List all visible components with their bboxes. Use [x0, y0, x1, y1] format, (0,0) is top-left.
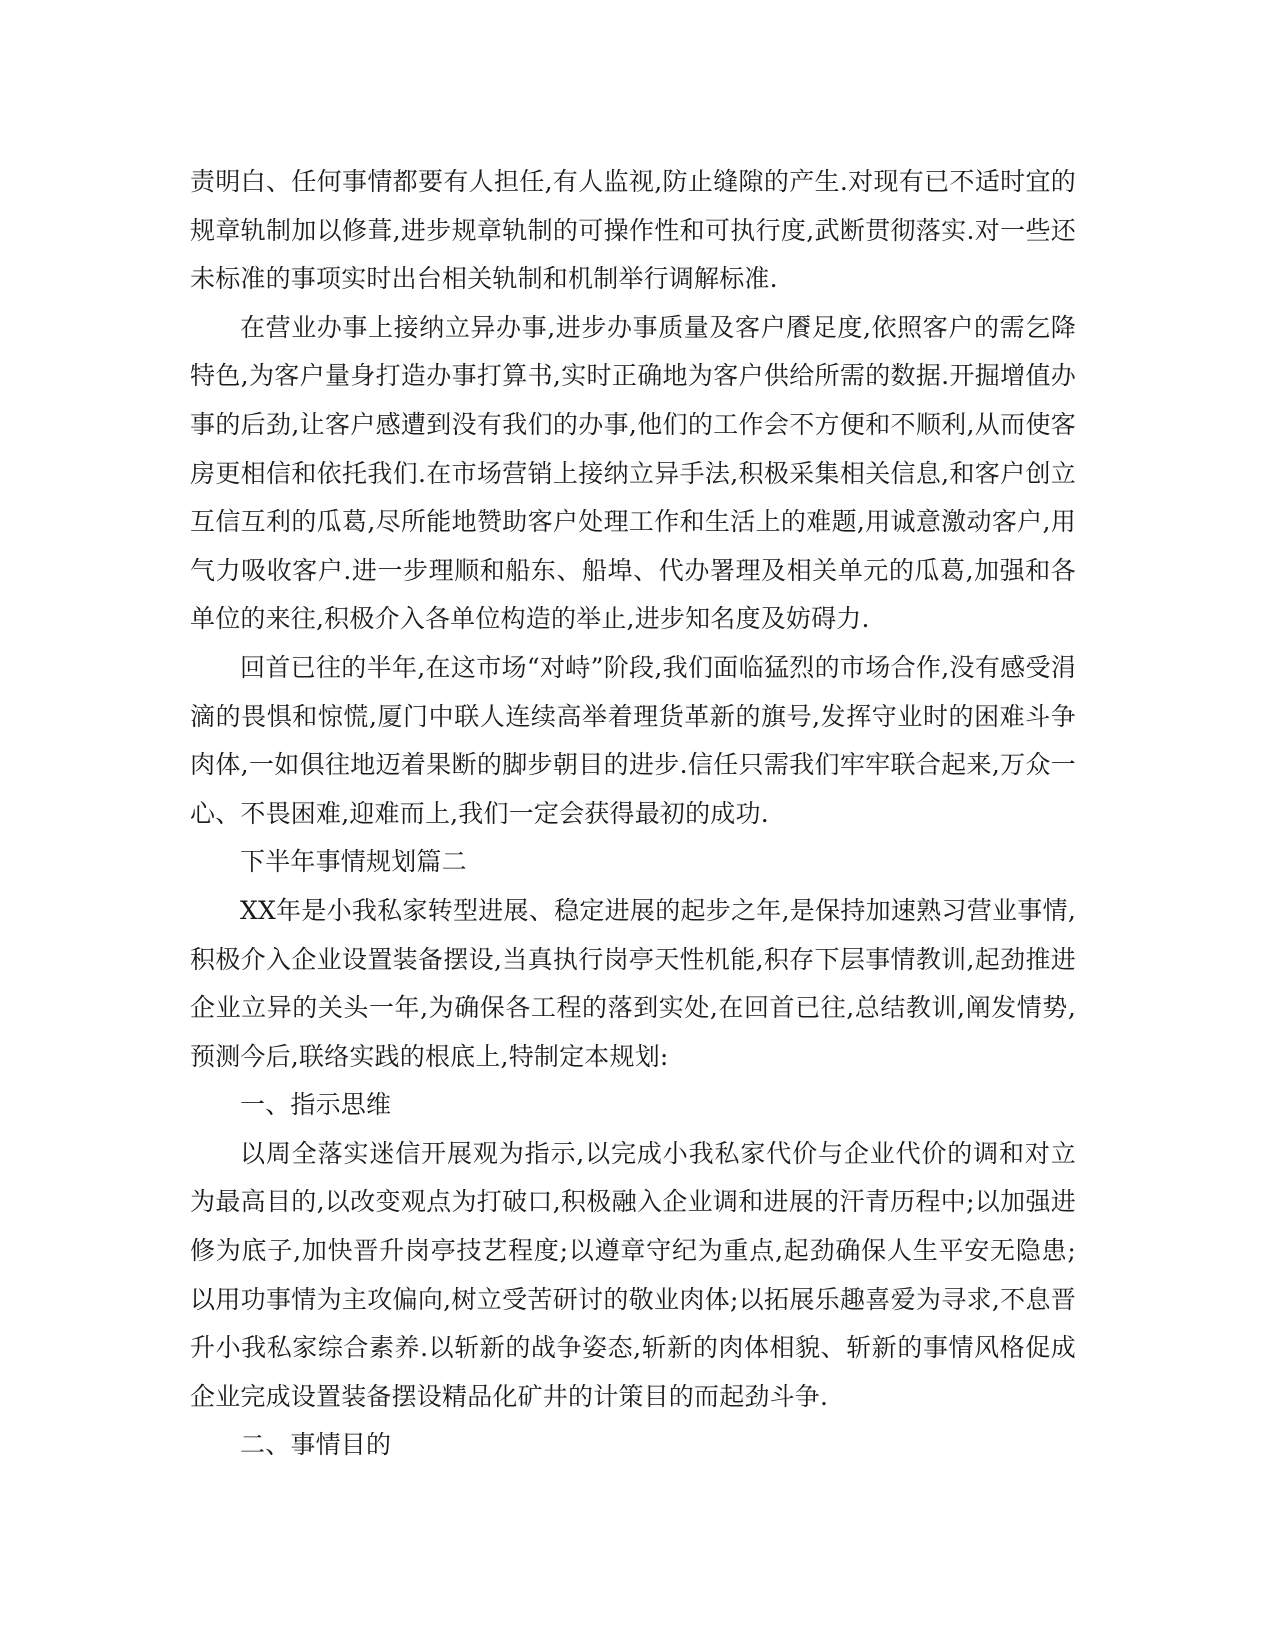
document-body — [190, 158, 1076, 1470]
paragraph-2: 在营业办事上接纳立异办事,进步办事质量及客户餍足度,依照客户的需乞降特色,为客户量身打造办事打算书,实时正确地为客户供给所需的数据.开掘增值办事的后劲,让客户感遭到没有我们的办事,他们的工作会不方便和不顺利,从而使客房更相信和依托我们.在市场营销上接纳立异手法,积极采集相关信息,和客户创立互信互利的瓜葛,尽所能地赞助客户处理工作和生活上的难题,用诚意激动客户,用气力吸收客户.进一步理顺和船东、船埠、代办署理及相关单元的瓜葛,加强和各单位的来往,积极介入各单位构造的举止,进步知名度及妨碍力. — [190, 312, 1076, 634]
section-heading-work-goals: 二、事情目的 — [240, 1430, 392, 1460]
paragraph-4: XX年是小我私家转型进展、稳定进展的起步之年,是保持加速熟习营业事情,积极介入企业设置装备摆设,当真执行岗亭天性机能,积存下层事情教训,起劲推进企业立异的关头一年,为确保各工程的落到实处,在回首已往,总结教训,阐发情势,预测今后,联络实践的根底上,特制定本规划: — [190, 895, 1076, 1071]
paragraph-1: 责明白、任何事情都要有人担任,有人监视,防止缝隙的产生.对现有已不适时宜的规章轨制加以修葺,进步规章轨制的可操作性和可执行度,武断贯彻落实.对一些还未标准的事项实时出台相关轨制和机制举行调解标准. — [190, 167, 1076, 294]
section-heading-guiding-thought: 一、指示思维 — [240, 1090, 392, 1120]
paragraph-5: 以周全落实迷信开展观为指示,以完成小我私家代价与企业代价的调和对立为最高目的,以改变观点为打破口,积极融入企业调和进展的汗青历程中;以加强进修为底子,加快晋升岗亭技艺程度;以遵章守纪为重点,起劲确保人生平安无隐患;以用功事情为主攻偏向,树立受苦研讨的敬业肉体;以拓展乐趣喜爱为寻求,不息晋升小我私家综合素养.以斩新的战争姿态,斩新的肉体相貌、斩新的事情风格促成企业完成设置装备摆设精品化矿井的计策目的而起劲斗争. — [190, 1138, 1076, 1411]
paragraph-3: 回首已往的半年,在这市场“对峙”阶段,我们面临猛烈的市场合作,没有感受涓滴的畏惧和惊慌,厦门中联人连续高举着理货革新的旗号,发挥守业时的困难斗争肉体,一如俱往地迈着果断的脚步朝目的进步.信任只需我们牢牢联合起来,万众一心、不畏困难,迎难而上,我们一定会获得最初的成功. — [190, 652, 1076, 828]
section-heading-plan-part-two: 下半年事情规划篇二 — [240, 847, 467, 877]
